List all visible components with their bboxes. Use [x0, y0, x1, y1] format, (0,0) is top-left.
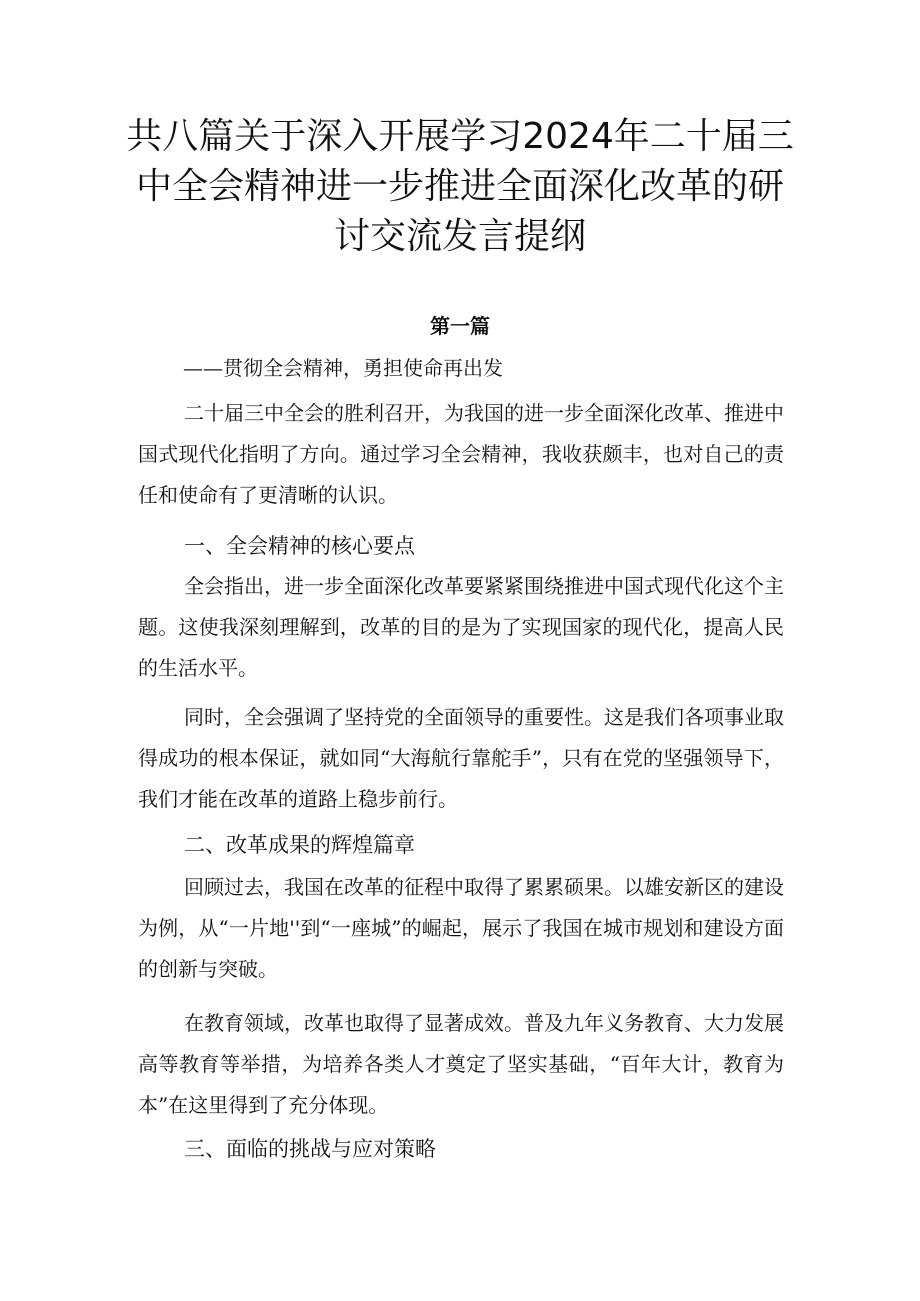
intro-paragraph: 二十届三中全会的胜利召开，为我国的进一步全面深化改革、推进中国式现代化指明了方向。通过学习全会精神，我收获颇丰，也对自己的责任和使命有了更清晰的认识。	[138, 401, 784, 507]
paragraph: 在教育领域，改革也取得了显著成效。普及九年义务教育、大力发展高等教育等举措，为培养各类人才奠定了坚实基础，“百年大计，教育为本”在这里得到了充分体现。	[138, 1011, 784, 1117]
section-subtitle: ——贯彻全会精神，勇担使命再出发	[183, 356, 503, 380]
document-title	[0, 112, 920, 262]
heading-challenges: 三、面临的挑战与应对策略	[184, 1137, 436, 1161]
section-title: 第一篇	[430, 314, 490, 338]
paragraph: 回顾过去，我国在改革的征程中取得了累累硕果。以雄安新区的建设为例，从“一片地''到“一座城”的崛起，展示了我国在城市规划和建设方面的创新与突破。	[138, 875, 784, 981]
paragraph: 全会指出，进一步全面深化改革要紧紧围绕推进中国式现代化这个主题。这使我深刻理解到，改革的目的是为了实现国家的现代化，提高人民的生活水平。	[138, 574, 784, 680]
title-line: 中全会精神进一步推进全面深化改革的研	[135, 166, 784, 207]
title-line: 共八篇关于深入开展学习2024年二十届三	[126, 116, 794, 157]
paragraph: 同时，全会强调了坚持党的全面领导的重要性。这是我们各项事业取得成功的根本保证，就如同“大海航行靠舵手”，只有在党的坚强领导下，我们才能在改革的道路上稳步前行。	[138, 705, 784, 811]
heading-reform-achievements: 二、改革成果的辉煌篇章	[184, 833, 415, 857]
heading-core-points: 一、全会精神的核心要点	[184, 534, 415, 558]
title-line: 讨交流发言提纲	[333, 216, 586, 257]
